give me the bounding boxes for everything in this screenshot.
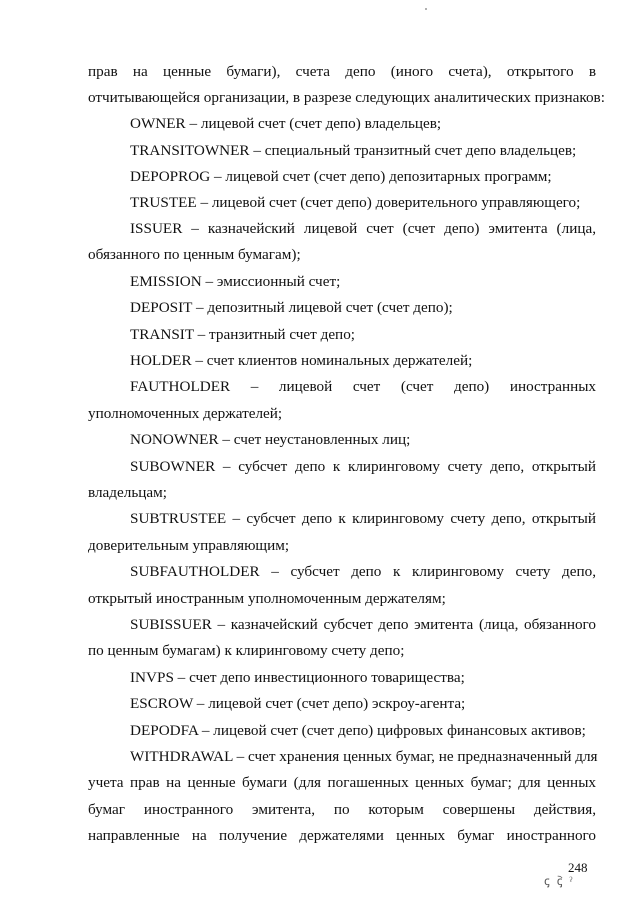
text-line: WITHDRAWAL – счет хранения ценных бумаг, не предназначенный для	[130, 748, 598, 765]
text-line: доверительным управляющим;	[88, 536, 290, 554]
page-number: 248	[568, 860, 588, 875]
text-line: FAUTHOLDER – лицевой счет (счет депо) иностранных	[130, 378, 596, 396]
text-line: HOLDER – счет клиентов номинальных держателей;	[130, 352, 473, 369]
text-line: TRANSIT – транзитный счет депо;	[130, 325, 356, 343]
text-line: прав на ценные бумаги), счета депо (иного счета), открытого в	[88, 63, 596, 80]
text-line: по ценным бумагам) к клиринговому счету депо;	[88, 642, 405, 660]
text-line: бумаг иностранного эмитента, по которым совершены действия,	[88, 800, 596, 818]
handwritten-mark: ꞔ ꞔ︡ ˀ	[544, 874, 575, 888]
text-line: SUBFAUTHOLDER – субсчет депо к клиринговому счету депо,	[130, 563, 596, 581]
text-line: NONOWNER – счет неустановленных лиц;	[130, 431, 411, 449]
text-line: обязанного по ценным бумагам);	[88, 246, 301, 264]
text-line: SUBOWNER – субсчет депо к клиринговому счету депо, открытый	[130, 457, 596, 475]
text-line: SUBTRUSTEE – субсчет депо к клиринговому счету депо, открытый	[130, 510, 596, 528]
text-line: ESCROW – лицевой счет (счет депо) эскроу-агента;	[130, 695, 466, 713]
text-line: TRUSTEE – лицевой счет (счет депо) доверительного управляющего;	[130, 194, 581, 211]
text-line: SUBISSUER – казначейский субсчет депо эмитента (лица, обязанного	[130, 616, 596, 633]
text-line: направленные на получение держателями ценных бумаг иностранного	[88, 827, 596, 845]
text-line: владельцам;	[88, 484, 167, 501]
text-line: отчитывающейся организации, в разрезе следующих аналитических признаков:	[88, 89, 605, 107]
text-line: DEPODFA – лицевой счет (счет депо) цифровых финансовых активов;	[130, 721, 586, 739]
text-line: EMISSION – эмиссионный счет;	[130, 272, 341, 290]
text-line: DEPOPROG – лицевой счет (счет депо) депозитарных программ;	[130, 167, 552, 185]
text-line: DEPOSIT – депозитный лицевой счет (счет депо);	[130, 299, 453, 317]
text-line: OWNER – лицевой счет (счет депо) владельцев;	[130, 115, 442, 133]
text-line: INVPS – счет депо инвестиционного товарищества;	[130, 668, 465, 686]
text-line: учета прав на ценные бумаги (для погашенных ценных бумаг; для ценных	[88, 774, 596, 792]
scan-speck	[425, 8, 427, 10]
text-line: ISSUER – казначейский лицевой счет (счет депо) эмитента (лица,	[130, 220, 596, 238]
text-line: уполномоченных держателей;	[88, 404, 283, 422]
text-line: TRANSITOWNER – специальный транзитный счет депо владельцев;	[130, 141, 577, 159]
text-line: открытый иностранным уполномоченным держателям;	[88, 589, 446, 607]
